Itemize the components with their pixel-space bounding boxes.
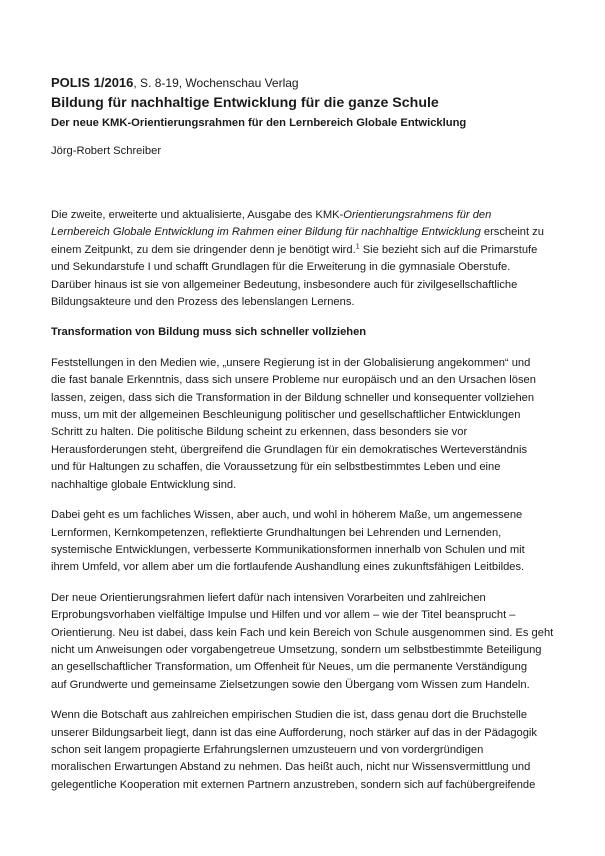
text-line: systemische Entwicklungen, verbesserte Kommunikationsformen innerhalb von Schulen und mit — [51, 543, 525, 556]
text-line: moralischen Erwartungen Abstand zu nehmen. Das heißt auch, nicht nur Wissensvermittlung und — [51, 761, 531, 774]
text-line: Die zweite, erweiterte und aktualisierte, Ausgabe des KMK-Orientierungsrahmens für den — [51, 209, 492, 221]
text-line: nachhaltige globale Entwicklung sind. — [51, 478, 237, 491]
text-line: Feststellungen in den Medien wie, „unsere Regierung ist in der Globalisierung angekommen“ und — [51, 356, 531, 369]
author: Jörg-Robert Schreiber — [51, 145, 162, 157]
text-line: unserer Bildungsarbeit liegt, dann ist das eine Aufforderung, noch stärker auf das in der Pädagogik — [51, 726, 537, 739]
text-line: Herausforderungen steht, übergreifend die Grundlagen für ein demokratisches Werteverständnis — [51, 443, 528, 456]
paragraph-4 — [51, 707, 565, 794]
article-title: Bildung für nachhaltige Entwicklung für die ganze Schule — [51, 95, 439, 111]
text-line: schon seit langem propagierte Erfahrungslernen umzusteuern und von vordergründigen — [51, 743, 484, 756]
text-line: ihrem Umfeld, vor allem aber um die fortlaufende Aushandlung eines zukunftsfähigen Leitbildes. — [51, 561, 525, 574]
text-line: gelegentliche Kooperation mit externen Partnern anzustreben, sondern sich auf fachübergreifende — [51, 778, 536, 791]
article-body — [51, 207, 565, 807]
text-line: Darüber hinaus ist sie von allgemeiner Bedeutung, insbesondere auch für zivilgesellschaftliche — [51, 278, 518, 291]
text-line: Schritt zu halten. Die politische Bildung scheint zu erkennen, dass besonders sie vor — [51, 426, 468, 439]
text-line: einem Zeitpunkt, zu dem sie dringender denn je benötigt wird.$^1$ Sie bezieht sich auf die Primarstufe — [51, 243, 538, 256]
text-line: an gesellschaftlicher Transformation, um Offenheit für Neues, um die permanente Verständigung — [51, 661, 528, 674]
text-line: muss, um mit der allgemeinen Beschleunigung politischer und gesellschaftlicher Entwicklungen — [51, 409, 521, 422]
text-line: Lernbereich Globale Entwicklung im Rahmen einer Bildung für nachhaltige Entwicklung erscheint zu — [51, 226, 544, 239]
paragraph-1 — [51, 355, 565, 494]
citation-line — [51, 74, 561, 92]
article-subtitle: Der neue KMK-Orientierungsrahmen für den Lernbereich Globale Entwicklung — [51, 117, 467, 129]
article-header — [51, 74, 561, 159]
text-line: nicht um Anweisungen oder vorgabengetreue Umsetzung, sondern um selbstbestimmte Beteiligung — [51, 643, 542, 656]
text-line: Der neue Orientierungsrahmen liefert dafür nach intensiven Vorarbeiten und zahlreichen — [51, 591, 486, 604]
text-line: Lernformen, Kernkompetenzen, reflektierte Grundhaltungen bei Lehrenden und Lernenden, — [51, 526, 502, 539]
journal-name: POLIS 1/2016 — [51, 75, 134, 90]
paragraph-3 — [51, 590, 565, 694]
text-line: Bildungsakteure und den Prozess des lebenslangen Lernens. — [51, 296, 355, 309]
footnote-marker: 1 — [355, 243, 360, 251]
text-line: die fast banale Erkenntnis, dass sich unsere Probleme nur europäisch und an den Ursachen lösen — [51, 374, 536, 387]
section-heading: Transformation von Bildung muss sich schneller vollziehen — [51, 326, 367, 339]
text-line: und für Haltungen zu schaffen, die Voraussetzung für ein selbstbestimmtes Leben und eine — [51, 461, 501, 474]
text-line: auf Grundwerte und gemeinsame Zielsetzungen sowie den Übergang vom Wissen zum Handeln. — [51, 678, 530, 691]
text-line: Wenn die Botschaft aus zahlreichen empirischen Studien die ist, dass genau dort die Bruchstelle — [51, 709, 528, 722]
text-line: Orientierung. Neu ist dabei, dass kein Fach und kein Bereich von Schule ausgenommen sind. Es geht — [51, 626, 554, 639]
intro-paragraph — [51, 207, 565, 311]
text-line: Erprobungsvorhaben vielfältige Impulse und Hilfen und vor allem – wie der Titel beansprucht – — [51, 609, 516, 622]
text-line: Dabei geht es um fachliches Wissen, aber auch, und wohl in höherem Maße, um angemessene — [51, 509, 523, 522]
text-line: und Sekundarstufe I und schafft Grundlagen für die Erweiterung in die gymnasiale Oberstufe. — [51, 261, 511, 274]
paragraph-2 — [51, 507, 565, 577]
text-line: lassen, zeigen, dass sich die Transformation in der Bildung schneller und konsequenter vollziehen — [51, 391, 535, 404]
pages-publisher: , S. 8-19, Wochenschau Verlag — [133, 76, 299, 90]
